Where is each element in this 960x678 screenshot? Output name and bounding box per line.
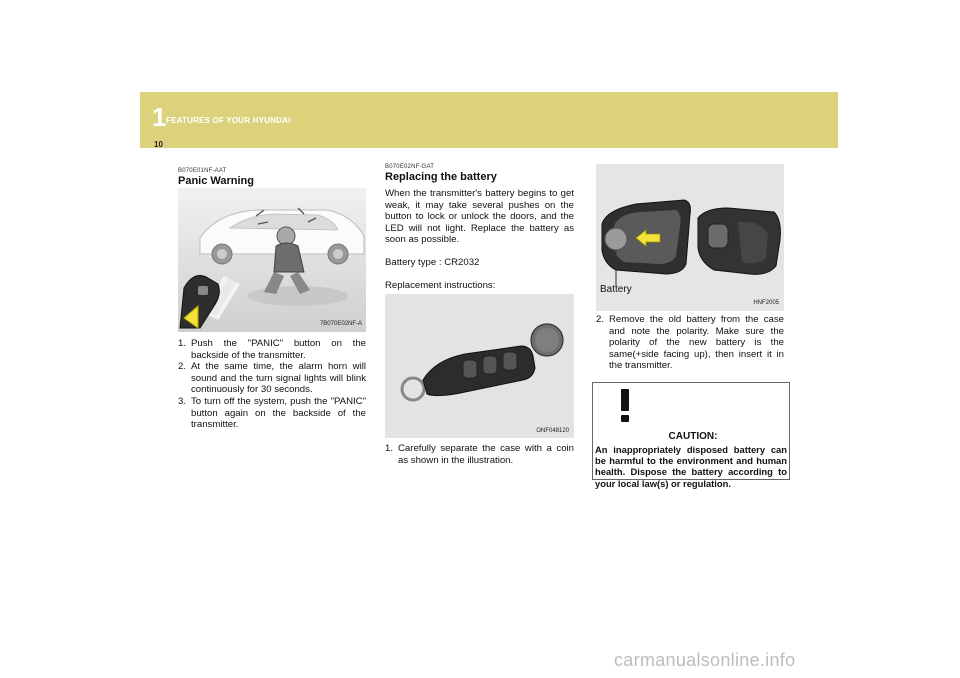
list-item: 2. Remove the old battery from the case and note the polarity. Make sure the polarity of the new battery is the same(+side facing up), then insert it in the transmitter. xyxy=(596,314,784,372)
battery-callout-label: Battery xyxy=(600,284,632,295)
panic-steps-list xyxy=(178,338,366,431)
battery-intro: When the transmitter's battery begins to get weak, it may take several pushes on the button to lock or unlock the doors, and the LED will not light. Replace the battery as soon as possible. xyxy=(385,188,574,246)
panic-figure xyxy=(178,188,366,332)
caution-text: An inappropriately disposed battery can be harmful to the environment and human health. Dispose the battery according to your local law(s) or regulation. xyxy=(595,444,787,489)
battery-figure xyxy=(596,164,784,311)
list-item: 2. At the same time, the alarm horn will sound and the turn signal lights will blink continuously for 30 seconds. xyxy=(178,361,366,396)
panic-section-code: B070E01NF-AAT xyxy=(178,168,227,174)
battery-heading: Replacing the battery xyxy=(385,171,497,183)
list-item: 1. Push the "PANIC" button on the backside of the transmitter. xyxy=(178,338,366,361)
coin-illustration xyxy=(385,294,574,438)
page-number: 10 xyxy=(154,140,163,149)
battery-type: Battery type : CR2032 xyxy=(385,257,480,268)
chapter-title: FEATURES OF YOUR HYUNDAI xyxy=(166,116,291,125)
panic-illustration xyxy=(178,188,366,332)
panic-heading: Panic Warning xyxy=(178,175,254,187)
battery-steps-list-2 xyxy=(596,314,784,372)
exclamation-icon xyxy=(605,385,645,425)
list-item: 3. To turn off the system, push the "PANIC" button again on the backside of the transmitter. xyxy=(178,395,366,431)
battery-section-code: B070E02NF-GAT xyxy=(385,164,435,170)
caution-title: CAUTION: xyxy=(668,431,718,442)
coin-figure xyxy=(385,294,574,438)
caution-box xyxy=(592,382,790,489)
instructions-label: Replacement instructions: xyxy=(385,280,496,291)
chapter-number: 1 xyxy=(152,102,167,132)
panic-figure-code: 7B070E02NF-A xyxy=(319,321,362,327)
list-item: 1. Carefully separate the case with a coin as shown in the illustration. xyxy=(385,443,574,466)
watermark: carmanualsonline.info xyxy=(614,650,796,670)
coin-figure-code: ONF048120 xyxy=(536,428,569,434)
battery-figure-code: HNF2005 xyxy=(753,300,779,306)
battery-steps-list-1 xyxy=(385,443,574,466)
